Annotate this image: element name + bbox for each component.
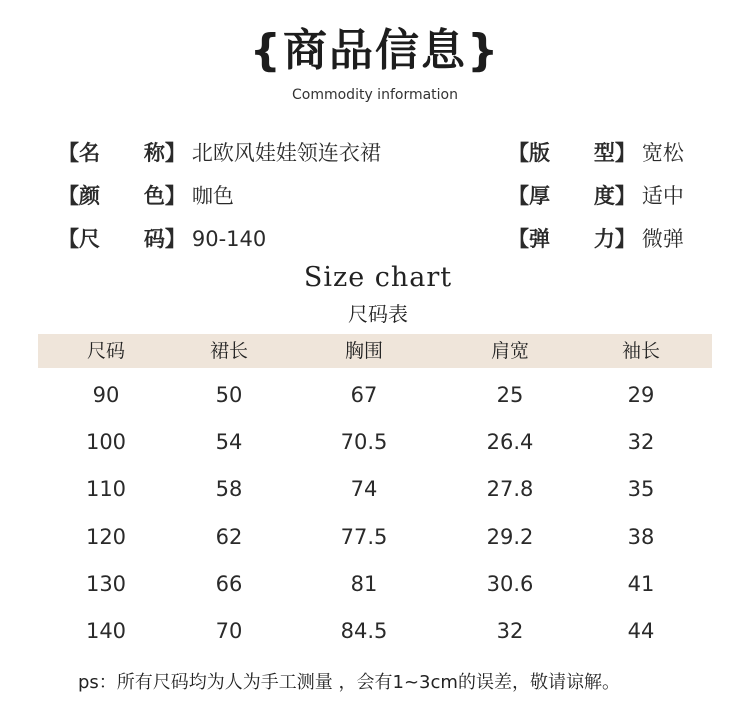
table-row	[38, 561, 712, 608]
table-cell: 100	[85, 430, 127, 455]
table-cell: 38	[627, 524, 655, 549]
table-cell: 110	[85, 477, 127, 502]
info-row-fit	[508, 138, 684, 168]
info-row-color	[58, 181, 234, 211]
table-cell: 120	[85, 524, 127, 549]
table-cell: 67	[350, 383, 378, 407]
info-value: 微弹	[641, 227, 684, 251]
table-cell: 44	[627, 618, 655, 643]
info-row-thickness	[508, 181, 684, 211]
table-cell: 130	[85, 571, 127, 596]
info-value: 咖色	[191, 184, 234, 208]
table-cell: 25	[496, 383, 524, 407]
size-table-header	[38, 334, 712, 368]
info-label: 【名 称】	[58, 141, 186, 165]
info-row-name	[58, 138, 381, 168]
table-row	[38, 514, 712, 561]
measurement-note: ps：所有尺码均为人为手工测量 ，会有1~3cm的误差，敬请谅解。	[78, 672, 620, 693]
table-cell: 41	[627, 571, 655, 596]
table-cell: 26.4	[486, 430, 534, 455]
info-row-elasticity	[508, 224, 684, 254]
table-row	[38, 608, 712, 655]
table-cell: 84.5	[340, 618, 388, 643]
table-cell: 140	[85, 618, 127, 643]
column-header: 裙长	[209, 340, 248, 362]
info-row-size	[58, 224, 266, 254]
info-label: 【版 型】	[508, 141, 636, 165]
column-header: 肩宽	[490, 340, 529, 362]
column-header: 尺码	[86, 340, 125, 362]
size-chart-subtitle: 尺码表	[348, 302, 408, 326]
size-chart-title: Size chart	[303, 262, 453, 293]
column-header: 袖长	[621, 340, 660, 362]
table-cell: 54	[215, 430, 243, 455]
info-label: 【厚 度】	[508, 184, 636, 208]
table-cell: 35	[627, 477, 655, 502]
info-value: 宽松	[641, 141, 684, 165]
table-row	[38, 466, 712, 513]
table-cell: 90	[92, 383, 120, 407]
column-header: 胸围	[344, 340, 383, 362]
table-cell: 50	[215, 383, 243, 407]
info-label: 【弹 力】	[508, 227, 636, 251]
table-cell: 70	[215, 618, 243, 643]
table-cell: 32	[496, 618, 524, 643]
table-cell: 29	[627, 383, 655, 407]
table-row	[38, 419, 712, 466]
table-cell: 30.6	[486, 571, 534, 596]
size-table-body	[38, 372, 712, 655]
table-cell: 62	[215, 524, 243, 549]
table-cell: 27.8	[486, 477, 534, 502]
info-label: 【颜 色】	[58, 184, 186, 208]
size-table	[38, 334, 712, 655]
info-label: 【尺 码】	[58, 227, 186, 251]
info-value: 适中	[641, 184, 684, 208]
table-cell: 81	[350, 571, 378, 596]
table-cell: 77.5	[340, 524, 388, 549]
table-cell: 32	[627, 430, 655, 455]
table-cell: 66	[215, 571, 243, 596]
info-value: 90-140	[191, 227, 267, 251]
page-subtitle: Commodity information	[292, 87, 458, 103]
table-cell: 29.2	[486, 524, 534, 549]
table-cell: 70.5	[340, 430, 388, 455]
table-cell: 58	[215, 477, 243, 502]
table-cell: 74	[350, 477, 378, 502]
info-value: 北欧风娃娃领连衣裙	[191, 141, 381, 165]
page-title: {商品信息}	[249, 25, 501, 76]
table-row	[38, 372, 712, 419]
